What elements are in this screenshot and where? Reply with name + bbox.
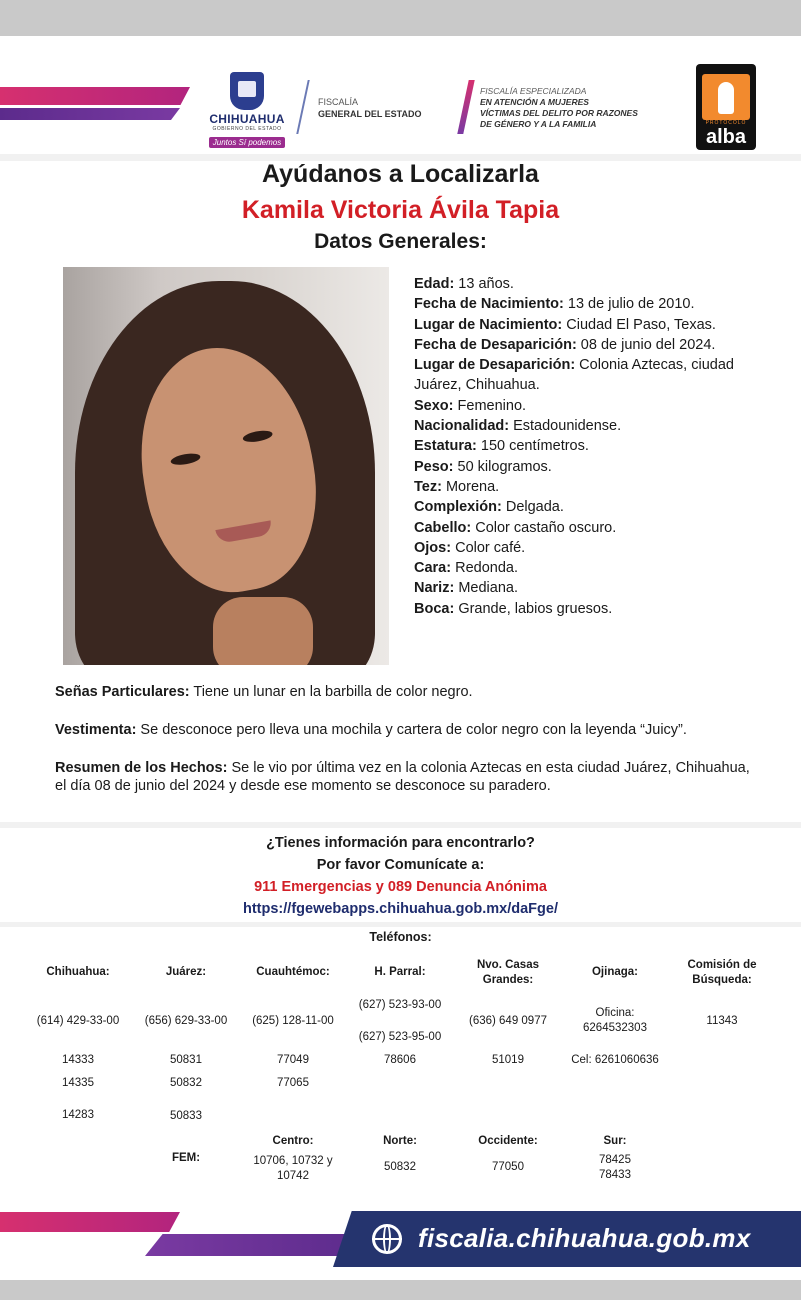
detail-item bbox=[414, 436, 774, 456]
fge-line1: FISCALÍA bbox=[318, 97, 359, 107]
fem-occidente-ext: 77050 bbox=[492, 1161, 524, 1173]
phone-parral-2[interactable]: (627) 523-95-00 bbox=[358, 1031, 442, 1043]
phone-parral-1[interactable]: (627) 523-93-00 bbox=[358, 999, 442, 1011]
fem-occidente-header: Occidente: bbox=[478, 1135, 538, 1147]
fem-line2: EN ATENCIÓN A MUJERES bbox=[480, 97, 589, 107]
phones-title: Teléfonos: bbox=[369, 930, 432, 944]
detail-item bbox=[414, 599, 774, 619]
phone-header-comision-line2: Búsqueda: bbox=[692, 974, 752, 986]
detail-item bbox=[414, 497, 774, 517]
fem-norte-header: Norte: bbox=[383, 1135, 417, 1147]
ext-chihuahua-3: 14283 bbox=[62, 1109, 94, 1121]
senas-value: Tiene un lunar en la barbilla de color negro. bbox=[189, 684, 473, 700]
senas-label: Señas Particulares: bbox=[55, 684, 190, 700]
detail-value: Color café. bbox=[451, 539, 526, 556]
section-title: Datos Generales: bbox=[314, 230, 487, 253]
globe-icon bbox=[372, 1224, 402, 1254]
header-divider bbox=[296, 80, 309, 134]
detail-item bbox=[414, 294, 774, 314]
phone-header-cuauhtemoc: Cuauhtémoc: bbox=[256, 966, 330, 978]
ext-nvo-casas: 51019 bbox=[492, 1054, 524, 1066]
footer-purple-stripe bbox=[145, 1234, 365, 1256]
fem-line4: DE GÉNERO Y A LA FAMILIA bbox=[480, 119, 597, 129]
detail-label: Edad: bbox=[414, 276, 455, 292]
detail-item bbox=[414, 416, 774, 436]
detail-value: Grande, labios gruesos. bbox=[454, 600, 613, 617]
ext-chihuahua-1: 14333 bbox=[62, 1054, 94, 1066]
detail-item bbox=[414, 477, 774, 497]
chihuahua-logo bbox=[206, 72, 288, 150]
ext-juarez-1: 50831 bbox=[170, 1054, 202, 1066]
detail-label: Sexo: bbox=[414, 397, 454, 414]
contact-question: ¿Tienes información para encontrarlo? bbox=[266, 835, 535, 851]
header-purple-stripe bbox=[0, 108, 180, 120]
fem-sur-ext-line2: 78433 bbox=[599, 1169, 631, 1181]
chihuahua-logo-sub: GOBIERNO DEL ESTADO bbox=[212, 126, 282, 132]
phone-header-nvo-line2: Grandes: bbox=[482, 974, 534, 986]
photo-eye-right bbox=[242, 429, 273, 444]
detail-value: Mediana. bbox=[454, 580, 518, 597]
detail-value: Femenino. bbox=[453, 397, 527, 414]
phone-header-ojinaga: Ojinaga: bbox=[591, 966, 638, 978]
detail-value: Colonia Aztecas, ciudad Juárez, Chihuahua. bbox=[414, 357, 734, 394]
detail-item bbox=[414, 538, 774, 558]
detail-value: Morena. bbox=[441, 478, 500, 495]
alba-logo bbox=[696, 64, 756, 150]
detail-item bbox=[414, 457, 774, 477]
resumen-label: Resumen de los Hechos: bbox=[55, 760, 228, 776]
header-gradient-divider bbox=[457, 80, 474, 134]
detail-value: Redonda. bbox=[451, 560, 518, 577]
senas-paragraph bbox=[55, 683, 775, 701]
phone-ojinaga-number[interactable]: 6264532303 bbox=[583, 1022, 647, 1034]
detail-item bbox=[414, 396, 774, 416]
details-list bbox=[414, 274, 774, 619]
detail-label: Ojos: bbox=[414, 539, 452, 556]
missing-person-name: Kamila Victoria Ávila Tapia bbox=[241, 196, 560, 224]
vestimenta-paragraph bbox=[55, 721, 775, 739]
detail-label: Nacionalidad: bbox=[414, 418, 510, 435]
phone-header-comision bbox=[672, 958, 772, 988]
fge-line2: GENERAL DEL ESTADO bbox=[318, 109, 422, 119]
vestimenta-label: Vestimenta: bbox=[55, 722, 137, 738]
detail-value: Color castaño oscuro. bbox=[471, 519, 617, 536]
detail-label: Tez: bbox=[414, 478, 442, 495]
detail-value: 08 de junio del 2024. bbox=[576, 336, 716, 353]
phone-ojinaga-cel[interactable]: Cel: 6261060636 bbox=[571, 1054, 659, 1066]
ext-cuauhtemoc-2: 77065 bbox=[277, 1077, 309, 1089]
resumen-paragraph bbox=[55, 759, 755, 795]
report-link[interactable]: https://fgewebapps.chihuahua.gob.mx/daFge/ bbox=[243, 901, 558, 917]
footer-pink-stripe bbox=[0, 1212, 180, 1232]
detail-label: Cabello: bbox=[414, 519, 472, 536]
ext-parral: 78606 bbox=[384, 1054, 416, 1066]
phone-header-parral: H. Parral: bbox=[374, 966, 426, 978]
detail-value: 50 kilogramos. bbox=[453, 458, 552, 475]
fem-centro-ext-line1: 10706, 10732 y bbox=[253, 1155, 333, 1167]
phone-header-juarez: Juárez: bbox=[165, 966, 207, 978]
detail-item bbox=[414, 274, 774, 294]
fem-sur-header: Sur: bbox=[603, 1135, 627, 1147]
fem-logo-text bbox=[480, 86, 638, 130]
chihuahua-logo-name: CHIHUAHUA bbox=[209, 112, 285, 126]
detail-value: 13 años. bbox=[454, 276, 514, 292]
detail-label: Fecha de Desaparición: bbox=[414, 336, 577, 353]
page-title: Ayúdanos a Localizarla bbox=[262, 160, 539, 188]
phone-cuauhtemoc[interactable]: (625) 128-11-00 bbox=[252, 1015, 334, 1027]
fem-centro-header: Centro: bbox=[272, 1135, 314, 1147]
detail-label: Complexión: bbox=[414, 499, 502, 516]
photo-neck bbox=[213, 597, 313, 665]
person-photo bbox=[63, 267, 389, 665]
detail-label: Estatura: bbox=[414, 438, 477, 455]
emergency-numbers: 911 Emergencias y 089 Denuncia Anónima bbox=[254, 879, 547, 895]
alba-name: alba bbox=[705, 126, 747, 148]
detail-item bbox=[414, 518, 774, 538]
detail-value: 13 de julio de 2010. bbox=[563, 296, 695, 313]
detail-label: Boca: bbox=[414, 600, 455, 617]
phone-ojinaga-label: Oficina: bbox=[595, 1007, 635, 1019]
ext-juarez-2: 50832 bbox=[170, 1077, 202, 1089]
photo-eye-left bbox=[170, 452, 201, 467]
phone-header-nvo-casas bbox=[458, 958, 558, 988]
detail-label: Nariz: bbox=[414, 580, 455, 597]
fem-line3: VÍCTIMAS DEL DELITO POR RAZONES bbox=[480, 108, 638, 118]
detail-item bbox=[414, 578, 774, 598]
phone-header-chihuahua: Chihuahua: bbox=[46, 966, 110, 978]
phone-header-comision-line1: Comisión de bbox=[687, 959, 757, 971]
detail-value: Estadounidense. bbox=[509, 418, 622, 435]
fem-sur-ext-line1: 78425 bbox=[599, 1154, 631, 1166]
detail-item bbox=[414, 558, 774, 578]
vestimenta-value: Se desconoce pero lleva una mochila y cartera de color negro con la leyenda “Juicy”. bbox=[136, 722, 687, 738]
contact-block bbox=[0, 832, 801, 920]
contact-comunicate: Por favor Comunícate a: bbox=[316, 857, 485, 873]
detail-item bbox=[414, 335, 774, 355]
fem-label: FEM: bbox=[171, 1152, 201, 1164]
phone-comision[interactable]: 11343 bbox=[706, 1015, 738, 1027]
fem-sur-ext bbox=[565, 1153, 665, 1183]
header-pink-stripe bbox=[0, 87, 190, 105]
detail-label: Cara: bbox=[414, 560, 452, 577]
detail-item bbox=[414, 315, 774, 335]
detail-label: Fecha de Nacimiento: bbox=[414, 296, 564, 313]
phone-header-nvo-line1: Nvo. Casas bbox=[476, 959, 539, 971]
resumen-value: Se le vio por última vez en la colonia Aztecas en esta ciudad Juárez, Chihuahua, el día 08 de junio del 2024 y desde ese momento se desconoce su paradero. bbox=[55, 760, 750, 794]
fem-centro-ext bbox=[243, 1154, 343, 1184]
content-separator bbox=[0, 822, 801, 828]
detail-value: 150 centímetros. bbox=[476, 438, 589, 455]
detail-value: Ciudad El Paso, Texas. bbox=[562, 316, 716, 333]
phone-chihuahua[interactable]: (614) 429-33-00 bbox=[36, 1015, 120, 1027]
phone-juarez[interactable]: (656) 629-33-00 bbox=[144, 1015, 228, 1027]
poster bbox=[0, 36, 801, 1280]
fem-line1: FISCALÍA ESPECIALIZADA bbox=[480, 86, 587, 96]
photo-mouth bbox=[215, 520, 273, 544]
fem-centro-ext-line2: 10742 bbox=[277, 1170, 309, 1182]
fge-logo-text bbox=[318, 96, 422, 120]
detail-value: Delgada. bbox=[501, 499, 564, 516]
shield-icon bbox=[230, 72, 264, 110]
detail-item bbox=[414, 355, 774, 396]
detail-label: Lugar de Nacimiento: bbox=[414, 316, 563, 333]
phone-nvo-casas[interactable]: (636) 649 0977 bbox=[468, 1015, 547, 1027]
ext-juarez-3: 50833 bbox=[170, 1110, 202, 1122]
fem-norte-ext: 50832 bbox=[384, 1161, 416, 1173]
phones-separator bbox=[0, 922, 801, 927]
ext-cuauhtemoc-1: 77049 bbox=[277, 1054, 309, 1066]
detail-label: Peso: bbox=[414, 458, 454, 475]
footer-website-link[interactable]: fiscalia.chihuahua.gob.mx bbox=[418, 1223, 751, 1253]
alba-figure-icon bbox=[718, 82, 734, 114]
juntos-badge: Juntos Sí podemos bbox=[209, 137, 285, 148]
detail-label: Lugar de Desaparición: bbox=[414, 357, 576, 374]
ext-chihuahua-2: 14335 bbox=[62, 1077, 94, 1089]
phone-ojinaga bbox=[565, 1006, 665, 1036]
alba-tag: PROTOCOLO bbox=[705, 120, 747, 126]
